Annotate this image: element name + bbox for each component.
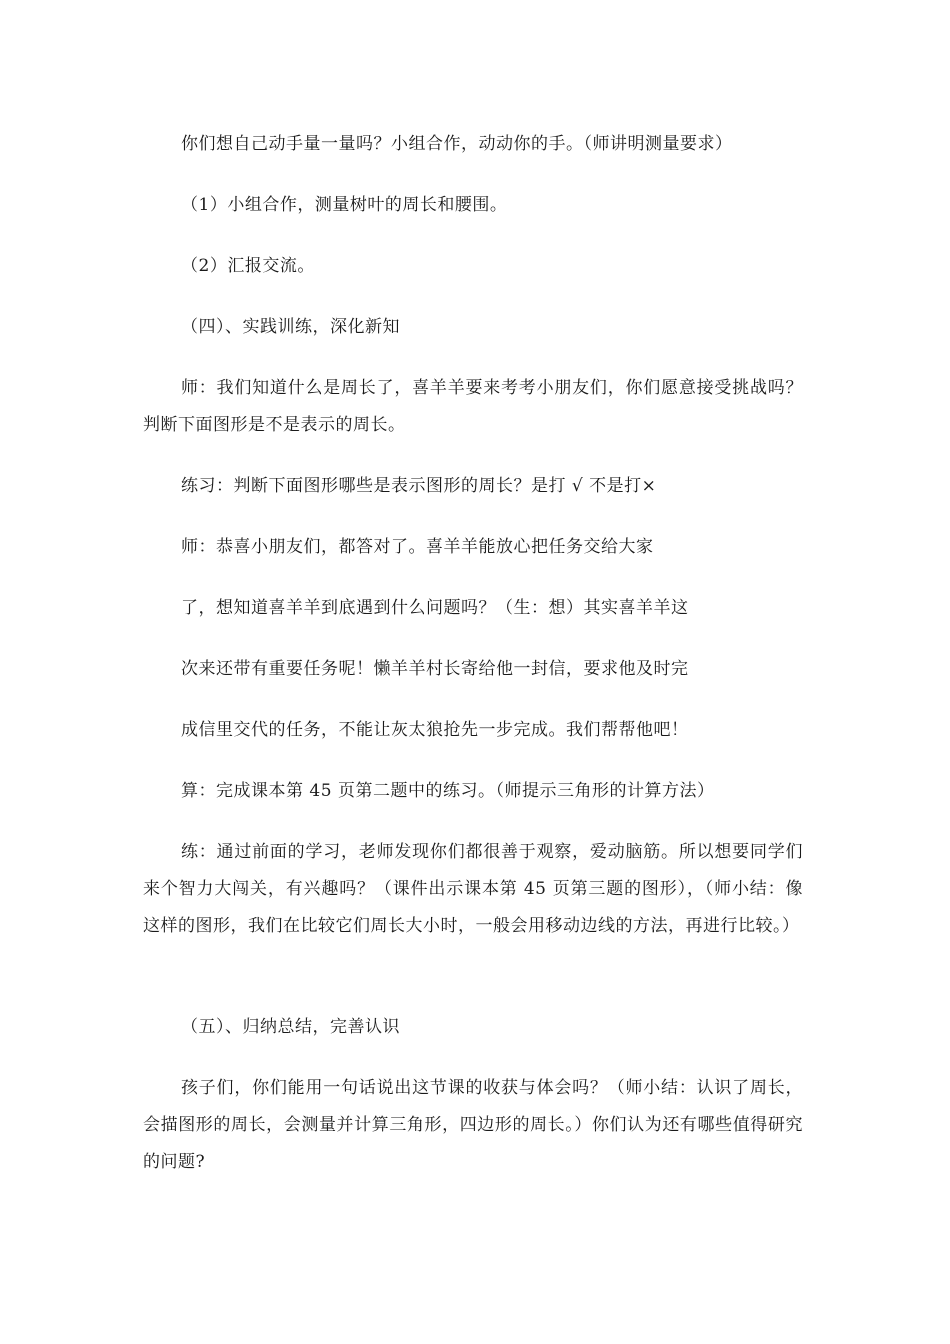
section-heading-summary: （五）、归纳总结，完善认识 [181,1017,400,1037]
paragraph-summary-reflection: 孩子们，你们能用一句话说出这节课的收获与体会吗？（师小结：认识了周长，会描图形的周长，会测量并计算三角形，四边形的周长。）你们认为还有哪些值得研究的问题? [143,1078,803,1172]
paragraph-practice-challenge: 练：通过前面的学习，老师发现你们都很善于观察，爱动脑筋。所以想要同学们来个智力大闯关，有兴趣吗？（课件出示课本第 45 页第三题的图形），（师小结：像这样的图形，我们在比较它们周长大小时，一般会用移动边线的方法，再进行比较。） [143,842,803,936]
paragraph-story-line-2: 了，想知道喜羊羊到底遇到什么问题吗？（生：想）其实喜羊羊这 [181,598,689,618]
paragraph-calculate-task: 算：完成课本第 45 页第二题中的练习。（师提示三角形的计算方法） [181,781,715,801]
list-item-report: （2）汇报交流。 [181,256,315,276]
paragraph-exercise-judge: 练习：判断下面图形哪些是表示图形的周长？是打 √ 不是打× [181,476,657,496]
paragraph-teacher-challenge: 师：我们知道什么是周长了，喜羊羊要来考考小朋友们，你们愿意接受挑战吗？判断下面图形是不是表示的周长。 [143,378,803,435]
list-item-group-measure: （1）小组合作，测量树叶的周长和腰围。 [181,195,508,215]
paragraph-measure-intro: 你们想自己动手量一量吗？小组合作，动动你的手。（师讲明测量要求） [181,134,733,154]
paragraph-congratulations: 师：恭喜小朋友们，都答对了。喜羊羊能放心把任务交给大家 [181,537,654,557]
section-heading-practice: （四）、实践训练，深化新知 [181,317,400,337]
paragraph-story-line-3: 次来还带有重要任务呢！懒羊羊村长寄给他一封信，要求他及时完 [181,659,689,679]
paragraph-story-line-4: 成信里交代的任务，不能让灰太狼抢先一步完成。我们帮帮他吧！ [181,720,689,740]
